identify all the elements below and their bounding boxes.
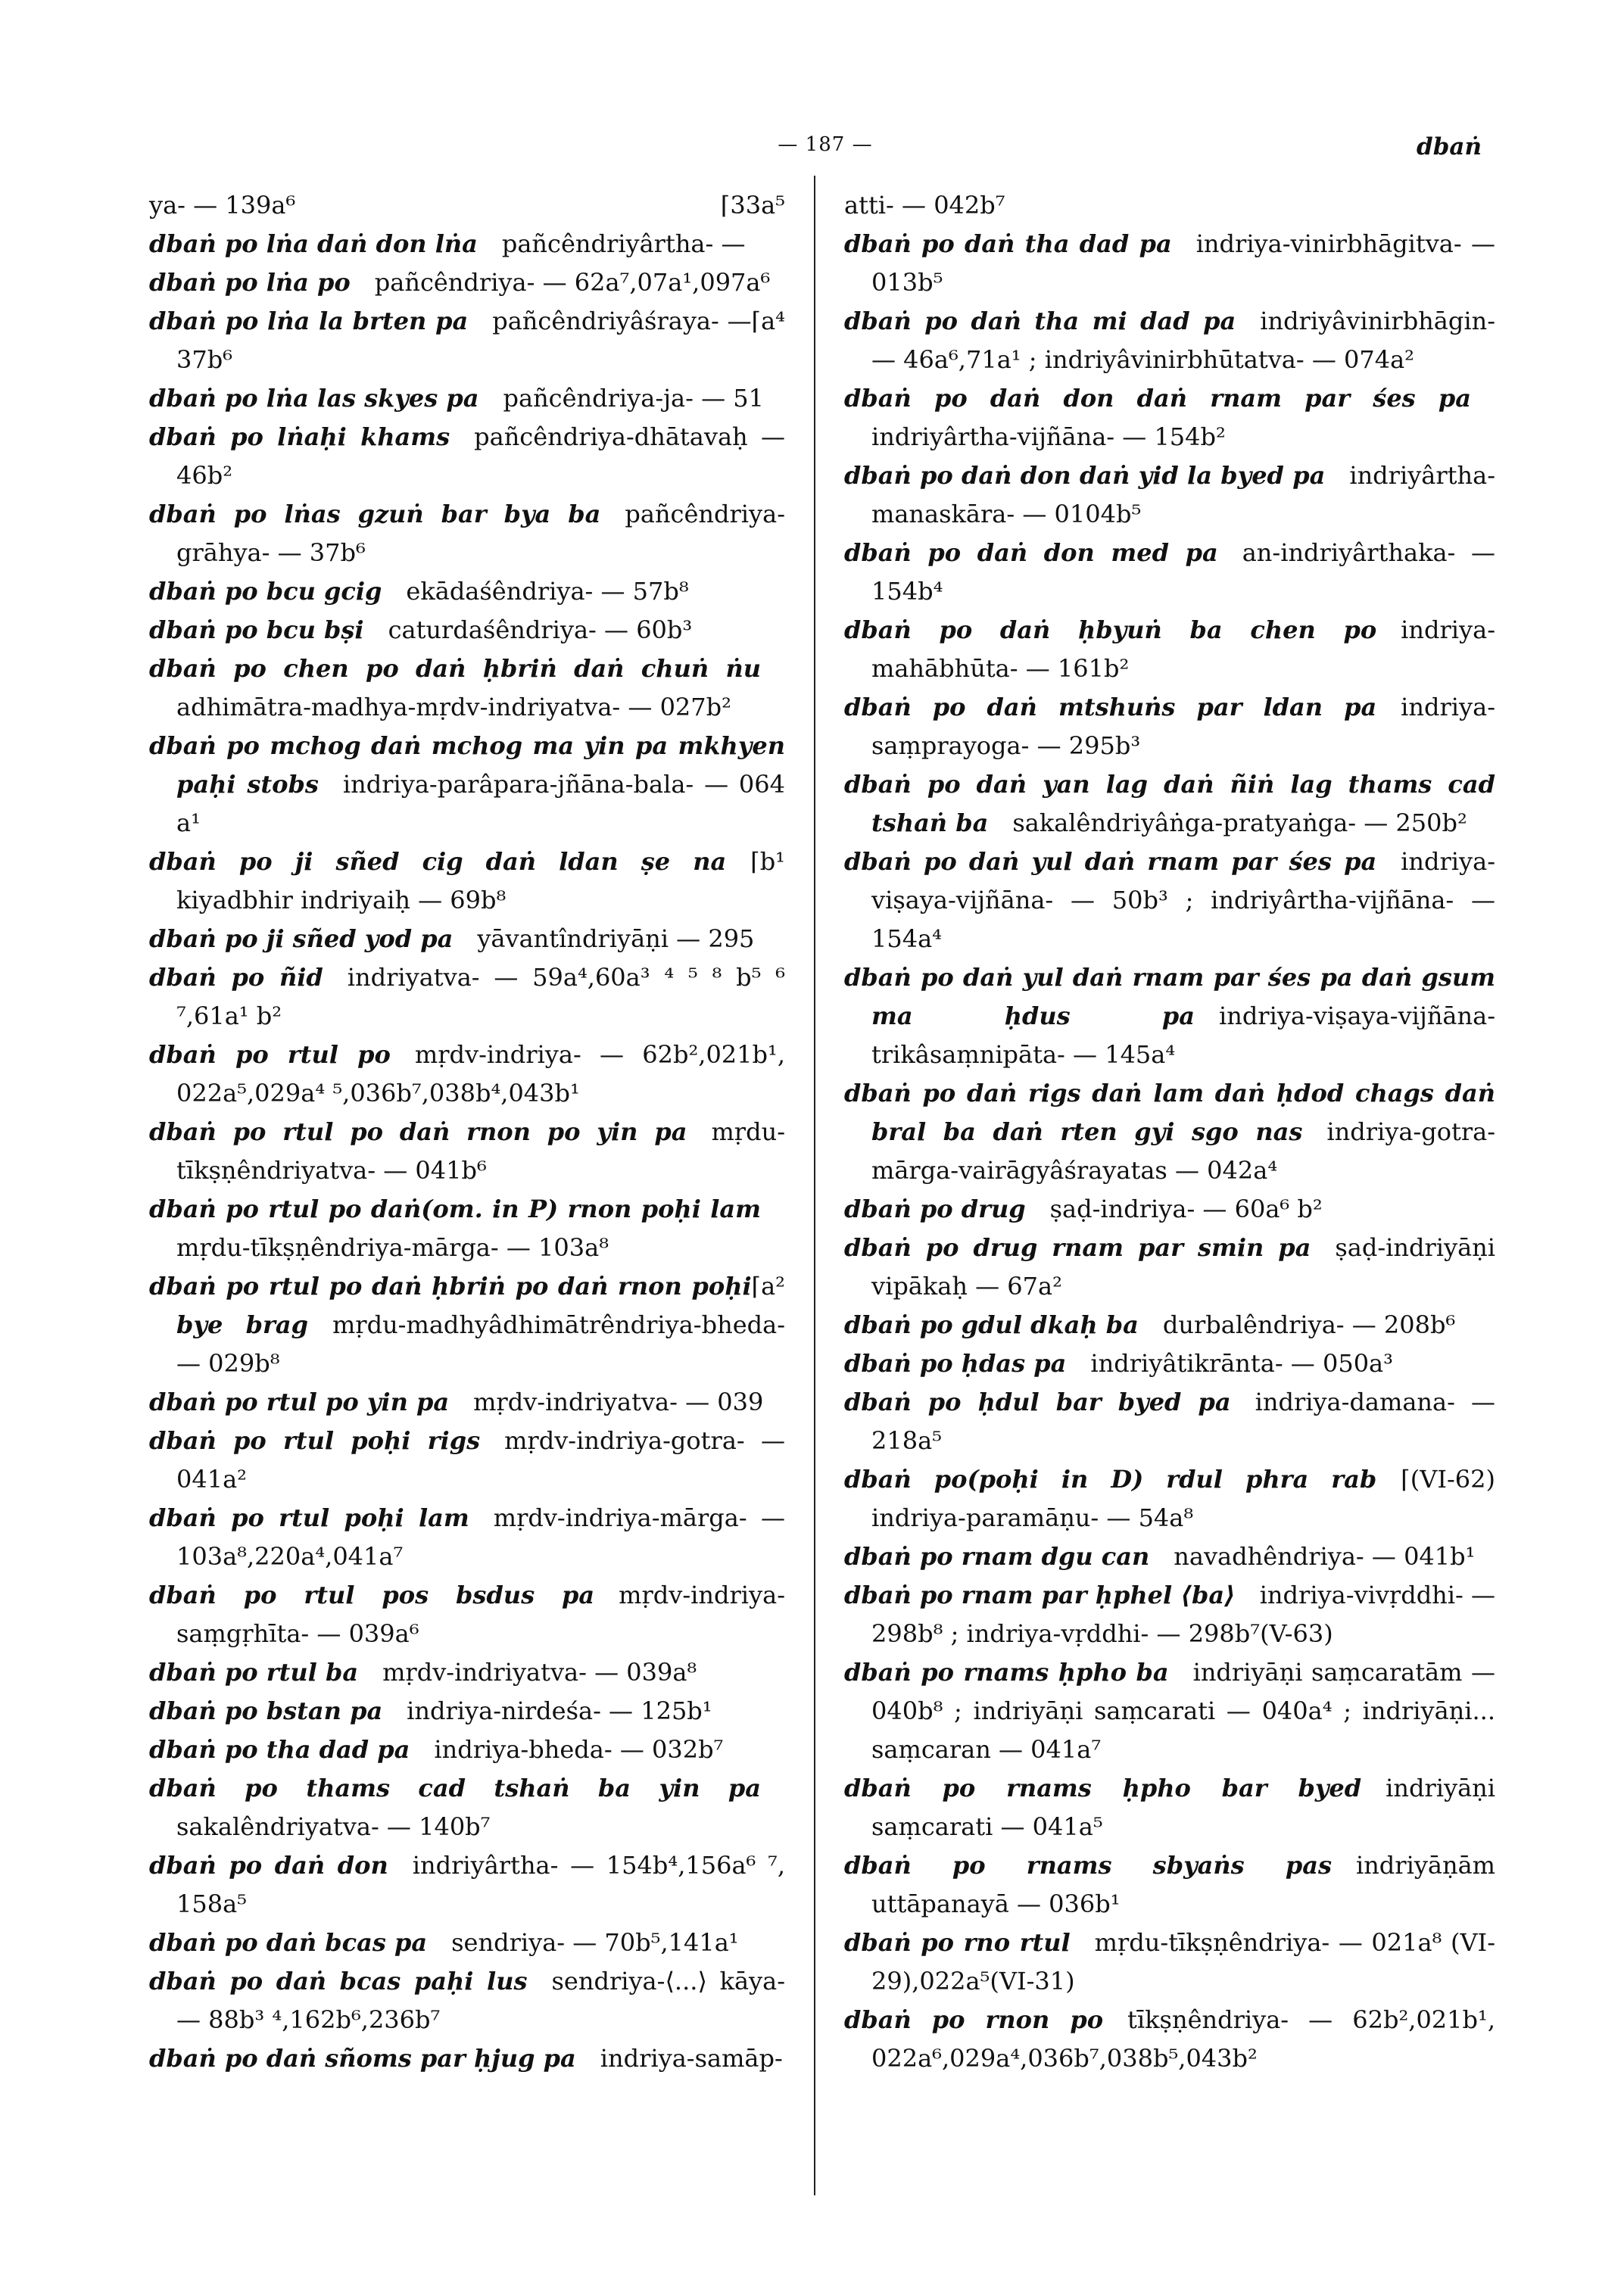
sanskrit-equivalent: pañcêndriyârtha-: [501, 229, 722, 258]
folio-reference: — 50b³ ; indriyârtha-vijñāna- — 154a⁴: [871, 886, 1496, 953]
dictionary-entry: [149, 1576, 785, 1653]
sanskrit-equivalent: indriya-damana-: [1255, 1388, 1472, 1416]
tibetan-headword: dbaṅ po daṅ yul daṅ rnam par śes pa: [844, 847, 1377, 876]
dictionary-entry: [844, 765, 1495, 843]
dictionary-entry: [149, 1769, 785, 1846]
sanskrit-equivalent: indriyāṇām uttāpanayā: [871, 1851, 1495, 1918]
dictionary-entry: [844, 186, 1495, 225]
dictionary-entry: [149, 650, 785, 727]
folio-reference: — 042b⁷: [902, 191, 1005, 220]
tibetan-headword: dbaṅ po ḥdas pa: [844, 1349, 1067, 1378]
tibetan-headword: dbaṅ po ḥdul bar byed pa: [844, 1388, 1231, 1416]
sanskrit-equivalent: indriya-mahābhūta-: [871, 615, 1495, 683]
sanskrit-equivalent: indriyāṇi saṃcaratām: [1192, 1658, 1472, 1687]
column-divider: [814, 176, 815, 2195]
tibetan-headword: dbaṅ po drug rnam par smin pa: [844, 1233, 1311, 1262]
folio-reference: — 250b²: [1364, 808, 1467, 837]
tibetan-headword: dbaṅ po daṅ tha dad pa: [844, 229, 1172, 258]
folio-marker: ⌈33a⁵: [720, 191, 785, 220]
sanskrit-equivalent: indriya-bheda-: [434, 1735, 620, 1764]
tibetan-headword: dbaṅ po lṅaḥi khams: [149, 422, 450, 451]
dictionary-entry: [149, 1383, 785, 1422]
sanskrit-equivalent: ekādaśêndriya-: [406, 577, 601, 606]
left-column: [149, 186, 785, 2078]
page-number: — 187 —: [778, 133, 873, 156]
sanskrit-equivalent: pañcêndriya-grāhya-: [176, 500, 785, 567]
sanskrit-equivalent: pañcêndriya-ja-: [503, 384, 702, 413]
tibetan-headword: dbaṅ po rno rtul: [844, 1928, 1071, 1957]
tibetan-headword: dbaṅ po lṅa la brten pa: [149, 307, 469, 335]
dictionary-entry: [149, 1731, 785, 1769]
folio-reference: — 064 a¹: [176, 770, 785, 837]
folio-reference: — 46a⁶,71a¹ ; indriyâvinirbhūtatva- — 074a²: [871, 345, 1414, 374]
folio-reference: — 154b⁴: [871, 538, 1496, 606]
sanskrit-equivalent: indriyatva-: [347, 963, 494, 992]
folio-marker: ⌈a²: [751, 1272, 785, 1301]
dictionary-entry: [149, 1113, 785, 1190]
dictionary-entry: [844, 1924, 1495, 2001]
sanskrit-equivalent: indriyâvinirbhāgin-: [1260, 307, 1495, 335]
sanskrit-equivalent: mṛdu-tīkṣṇêndriyatva-: [176, 1117, 785, 1185]
sanskrit-equivalent: mṛdv-indriya-saṃgṛhīta-: [176, 1581, 785, 1648]
folio-reference: — 46b²: [176, 422, 785, 490]
tibetan-headword: dbaṅ po lṅa po: [149, 268, 351, 297]
folio-reference: — 029b⁸: [176, 1349, 280, 1378]
folio-reference: — 139a⁶: [193, 191, 296, 220]
tibetan-headword: dbaṅ po tha dad pa: [149, 1735, 410, 1764]
sanskrit-equivalent: indriya-saṃprayoga-: [871, 693, 1495, 760]
folio-reference: — 295b³: [1036, 731, 1141, 760]
dictionary-entry: [844, 225, 1495, 302]
sanskrit-equivalent: sakalêndriyâṅga-pratyaṅga-: [1012, 808, 1364, 837]
sanskrit-equivalent: pañcêndriyâśraya-: [492, 307, 728, 335]
sanskrit-equivalent: mṛdv-indriya-: [414, 1040, 600, 1069]
sanskrit-equivalent: mṛdu-tīkṣṇêndriya-mārga-: [176, 1233, 507, 1262]
folio-reference: — 154b²: [1122, 422, 1226, 451]
folio-reference: — 041b⁶: [383, 1156, 487, 1185]
folio-reference: — 036b¹: [1016, 1890, 1121, 1918]
tibetan-headword: dbaṅ po daṅ rigs daṅ lam daṅ ḥdod chags daṅ bral ba daṅ rten gyi sgo nas: [844, 1079, 1495, 1146]
tibetan-headword: dbaṅ po daṅ don daṅ yid la byed pa: [844, 461, 1326, 490]
right-column: [844, 186, 1495, 2078]
dictionary-entry: [844, 1344, 1495, 1383]
tibetan-headword: dbaṅ po rtul poḥi lam: [149, 1503, 469, 1532]
dictionary-entry: [844, 958, 1495, 1074]
sanskrit-equivalent: mṛdu-tīkṣṇêndriya-: [1094, 1928, 1339, 1957]
folio-marker: ⌈(VI-62): [1401, 1465, 1495, 1494]
folio-reference: — 041a²: [176, 1426, 785, 1494]
sanskrit-equivalent: indriya-vivṛddhi-: [1259, 1581, 1472, 1609]
sanskrit-equivalent: indriyāṇi saṃcarati: [871, 1774, 1495, 1841]
tibetan-headword: dbaṅ po mchog daṅ mchog ma yin pa mkhyen paḥi stobs: [149, 731, 785, 799]
dictionary-entry: [149, 1190, 785, 1267]
tibetan-headword: dbaṅ po lṅas gzuṅ bar bya ba: [149, 500, 601, 528]
tibetan-headword: dbaṅ po rtul pos bsdus pa: [149, 1581, 595, 1609]
folio-reference: — 154b⁴,156a⁶ ⁷, 158a⁵: [176, 1851, 786, 1918]
sanskrit-equivalent: mṛdv-indriya-mārga-: [493, 1503, 762, 1532]
dictionary-entry: [149, 225, 785, 263]
sanskrit-equivalent: navadhêndriya-: [1174, 1542, 1372, 1571]
folio-reference: — 37b⁶: [176, 307, 752, 374]
dictionary-entry: [844, 2001, 1495, 2078]
folio-reference: — 032b⁷: [619, 1735, 724, 1764]
running-head: dbaṅ: [1417, 133, 1482, 160]
sanskrit-equivalent: caturdaśêndriya-: [388, 615, 605, 644]
dictionary-entry: [149, 958, 785, 1036]
tibetan-headword: dbaṅ po daṅ yan lag daṅ ñiṅ lag thams cad tshaṅ ba: [844, 770, 1495, 837]
tibetan-headword: dbaṅ po daṅ sñoms par ḥjug pa: [149, 2044, 576, 2073]
dictionary-entry: [844, 688, 1495, 765]
sanskrit-equivalent: indriyârtha-: [412, 1851, 571, 1880]
tibetan-headword: dbaṅ po daṅ tha mi dad pa: [844, 307, 1236, 335]
tibetan-headword: dbaṅ po drug: [844, 1195, 1026, 1223]
dictionary-entry: [844, 843, 1495, 958]
dictionary-entry: [149, 263, 785, 302]
dictionary-entry: [844, 456, 1495, 534]
folio-reference: — 042a⁴: [1174, 1156, 1278, 1185]
sanskrit-equivalent: indriya-samāp-: [600, 2044, 783, 2073]
tibetan-headword: dbaṅ po rtul ba: [149, 1658, 359, 1687]
tibetan-headword: dbaṅ po bcu gcig: [149, 577, 382, 606]
tibetan-headword: dbaṅ po lṅa daṅ don lṅa: [149, 229, 478, 258]
page-header: [0, 133, 1624, 164]
tibetan-headword: dbaṅ po rtul poḥi rigs: [149, 1426, 481, 1455]
sanskrit-equivalent: mṛdv-indriya-gotra-: [504, 1426, 761, 1455]
dictionary-entry: [149, 1499, 785, 1576]
dictionary-entry: [149, 418, 785, 495]
tibetan-headword: dbaṅ po ñid: [149, 963, 323, 992]
folio-marker: ⌈b¹: [750, 847, 785, 876]
sanskrit-equivalent: atti-: [844, 191, 902, 220]
sanskrit-equivalent: indriyârtha-vijñāna-: [871, 422, 1123, 451]
folio-reference: — 295: [676, 924, 755, 953]
folio-reference: — 027b²: [628, 693, 731, 721]
dictionary-entry: [149, 379, 785, 418]
folio-reference: — 145a⁴: [1073, 1040, 1176, 1069]
tibetan-headword: dbaṅ po rtul po: [149, 1040, 391, 1069]
sanskrit-equivalent: indriya-paramāṇu-: [871, 1503, 1107, 1532]
tibetan-headword: dbaṅ po daṅ bcas pa: [149, 1928, 428, 1957]
tibetan-headword: dbaṅ po ji sñed yod pa: [149, 924, 454, 953]
folio-reference: — 54a⁸: [1106, 1503, 1194, 1532]
tibetan-headword: dbaṅ po daṅ don med pa: [844, 538, 1218, 567]
tibetan-headword: dbaṅ po daṅ don: [149, 1851, 388, 1880]
dictionary-entry: [844, 1074, 1495, 1190]
dictionary-entry: [149, 920, 785, 958]
dictionary-entry: [149, 302, 785, 379]
folio-reference: — 039a⁶: [316, 1619, 419, 1648]
sanskrit-equivalent: ya-: [149, 191, 194, 220]
tibetan-headword: dbaṅ po rtul po daṅ rnon po yin pa: [149, 1117, 687, 1146]
sanskrit-equivalent: indriya-vinirbhāgitva-: [1195, 229, 1472, 258]
sanskrit-equivalent: ṣaḍ-indriyāṇi vipākaḥ: [871, 1233, 1495, 1301]
sanskrit-equivalent: indriyâtikrānta-: [1090, 1349, 1291, 1378]
folio-reference: — 37b⁶: [277, 538, 366, 567]
tibetan-headword: dbaṅ po gdul dkaḥ ba: [844, 1310, 1139, 1339]
folio-reference: — 040b⁸ ; indriyāṇi saṃcarati — 040a⁴ ; indriyāṇi... saṃcaran — 041a⁷: [871, 1658, 1496, 1764]
dictionary-entry: [149, 1924, 785, 1962]
tibetan-headword: dbaṅ po rtul po daṅ ḥbriṅ po daṅ rnon poḥi bye brag: [149, 1272, 752, 1339]
tibetan-headword: dbaṅ po rnon po: [844, 2005, 1104, 2034]
folio-reference: — 013b⁵: [871, 229, 1496, 297]
folio-reference: — 103a⁸: [506, 1233, 609, 1262]
dictionary-entry: [844, 1653, 1495, 1769]
folio-reference: — 103a⁸,220a⁴,041a⁷: [176, 1503, 786, 1571]
dictionary-entry: [844, 1537, 1495, 1576]
dictionary-entry: [844, 1190, 1495, 1229]
tibetan-headword: dbaṅ po thams cad tshaṅ ba yin pa: [149, 1774, 761, 1802]
sanskrit-equivalent: indriya-viṣaya-vijñāna-: [871, 847, 1495, 914]
sanskrit-equivalent: durbalêndriya-: [1162, 1310, 1352, 1339]
folio-reference: — 140b⁷: [386, 1812, 491, 1841]
dictionary-entry: [149, 1422, 785, 1499]
dictionary-entry: [844, 1229, 1495, 1306]
tibetan-headword: dbaṅ po daṅ mtshuṅs par ldan pa: [844, 693, 1377, 721]
sanskrit-equivalent: sendriya-⟨...⟩ kāya-: [551, 1967, 786, 1995]
tibetan-headword: dbaṅ po daṅ bcas paḥi lus: [149, 1967, 528, 1995]
tibetan-headword: dbaṅ po rnams sbyaṅs pas: [844, 1851, 1332, 1880]
dictionary-entry: [844, 302, 1495, 379]
folio-reference: — 62a⁷,07a¹,097a⁶: [542, 268, 771, 297]
folio-reference: — 041a⁵: [1000, 1812, 1103, 1841]
sanskrit-equivalent: sakalêndriyatva-: [176, 1812, 387, 1841]
dictionary-entry: [149, 727, 785, 843]
dictionary-entry: [149, 1692, 785, 1731]
tibetan-headword: dbaṅ po bstan pa: [149, 1696, 383, 1725]
dictionary-entry: [844, 1306, 1495, 1344]
sanskrit-equivalent: mṛdv-indriyatva-: [382, 1658, 595, 1687]
sanskrit-equivalent: indriya-parâpara-jñāna-bala-: [342, 770, 705, 799]
sanskrit-equivalent: pañcêndriya-: [374, 268, 543, 297]
folio-reference: — 60b³: [604, 615, 693, 644]
folio-reference: — 039: [685, 1388, 764, 1416]
dictionary-entry: [149, 1267, 785, 1383]
dictionary-entry: [844, 379, 1495, 456]
tibetan-headword: dbaṅ po chen po daṅ ḥbriṅ daṅ chuṅ ṅu: [149, 654, 761, 683]
folio-reference: — 039a⁸: [594, 1658, 697, 1687]
sanskrit-equivalent: adhimātra-madhya-mṛdv-indriyatva-: [176, 693, 628, 721]
folio-reference: — 62b²,021b¹, 022a⁵,029a⁴ ⁵,036b⁷,038b⁴,043b¹: [176, 1040, 786, 1108]
dictionary-entry: [149, 843, 785, 920]
sanskrit-equivalent: pañcêndriya-dhātavaḥ: [474, 422, 761, 451]
dictionary-entry: [149, 2039, 785, 2078]
dictionary-entry: [844, 1769, 1495, 1846]
tibetan-headword: dbaṅ po rtul po yin pa: [149, 1388, 450, 1416]
sanskrit-equivalent: indriya-nirdeśa-: [407, 1696, 609, 1725]
dictionary-entry: [149, 495, 785, 572]
dictionary-entry: [844, 534, 1495, 611]
tibetan-headword: dbaṅ po rnams ḥpho ba: [844, 1658, 1169, 1687]
sanskrit-equivalent: tīkṣṇêndriya-: [1127, 2005, 1309, 2034]
folio-reference: — 021a⁸ (VI-29),022a⁵(VI-31): [871, 1928, 1495, 1995]
folio-reference: — 050a³: [1290, 1349, 1393, 1378]
dictionary-entry: [844, 1383, 1495, 1460]
dictionary-entry: [844, 1460, 1495, 1537]
dictionary-entry: [149, 1653, 785, 1692]
folio-reference: — 88b³ ⁴,162b⁶,236b⁷: [176, 2005, 441, 2034]
sanskrit-equivalent: indriyârtha-manaskāra-: [871, 461, 1495, 528]
sanskrit-equivalent: mṛdu-madhyâdhimātrêndriya-bheda-: [332, 1310, 785, 1339]
folio-reference: — 60a⁶ b²: [1202, 1195, 1323, 1223]
tibetan-headword: dbaṅ po bcu bṣi: [149, 615, 364, 644]
folio-reference: — 69b⁸: [418, 886, 507, 914]
sanskrit-equivalent: kiyadbhir indriyaiḥ: [176, 886, 419, 914]
folio-reference: — 125b¹: [609, 1696, 712, 1725]
dictionary-entry: [149, 1846, 785, 1924]
sanskrit-equivalent: sendriya-: [451, 1928, 573, 1957]
sanskrit-equivalent: indriya-viṣaya-vijñāna-trikâsaṃnipāta-: [871, 1002, 1495, 1069]
tibetan-headword: dbaṅ po rnam par ḥphel ⟨ba⟩: [844, 1581, 1236, 1609]
sanskrit-equivalent: mṛdv-indriyatva-: [473, 1388, 686, 1416]
dictionary-entry: [149, 186, 785, 225]
tibetan-headword: dbaṅ po lṅa las skyes pa: [149, 384, 479, 413]
folio-reference: — 51: [701, 384, 764, 413]
dictionary-entry: [149, 611, 785, 650]
tibetan-headword: dbaṅ po daṅ don daṅ rnam par śes pa: [844, 384, 1471, 413]
sanskrit-equivalent: yāvantîndriyāṇi: [477, 924, 677, 953]
tibetan-headword: dbaṅ po(poḥi in D) rdul phra rab: [844, 1465, 1377, 1494]
dictionary-entry: [844, 1846, 1495, 1924]
tibetan-headword: dbaṅ po rnam dgu can: [844, 1542, 1150, 1571]
folio-marker: ⌈a⁴: [751, 307, 785, 335]
dictionary-entry: [844, 1576, 1495, 1653]
folio-reference: — 70b⁵,141a¹: [572, 1928, 739, 1957]
tibetan-headword: dbaṅ po daṅ yul daṅ rnam par śes pa daṅ gsum ma ḥdus pa: [844, 963, 1495, 1030]
folio-reference: — 0104b⁵: [1022, 500, 1142, 528]
tibetan-headword: dbaṅ po daṅ ḥbyuṅ ba chen po: [844, 615, 1377, 644]
tibetan-headword: dbaṅ po rtul po daṅ(om. in P) rnon poḥi lam: [149, 1195, 761, 1223]
folio-reference: — 161b²: [1025, 654, 1130, 683]
dictionary-entry: [149, 1962, 785, 2039]
folio-reference: — 67a²: [975, 1272, 1062, 1301]
folio-reference: — 62b²,021b¹, 022a⁶,029a⁴,036b⁷,038b⁵,043b²: [871, 2005, 1496, 2073]
sanskrit-equivalent: ṣaḍ-indriya-: [1049, 1195, 1203, 1223]
dictionary-entry: [149, 572, 785, 611]
folio-reference: — 208b⁶: [1351, 1310, 1456, 1339]
dictionary-entry: [844, 611, 1495, 688]
folio-reference: — 59a⁴,60a³ ⁴ ⁵ ⁸ b⁵ ⁶ ⁷,61a¹ b²: [176, 963, 786, 1030]
folio-reference: — 298b⁸ ; indriya-vṛddhi- — 298b⁷(V-63): [871, 1581, 1496, 1648]
folio-reference: — 218a⁵: [871, 1388, 1496, 1455]
folio-reference: — 57b⁸: [600, 577, 689, 606]
folio-reference: — 041b¹: [1371, 1542, 1476, 1571]
tibetan-headword: dbaṅ po ji sñed cig daṅ ldan ṣe na: [149, 847, 727, 876]
tibetan-headword: dbaṅ po rnams ḥpho bar byed: [844, 1774, 1362, 1802]
dictionary-entry: [149, 1036, 785, 1113]
folio-reference: —: [721, 229, 746, 258]
sanskrit-equivalent: an-indriyârthaka-: [1242, 538, 1472, 567]
sanskrit-equivalent: indriya-gotra-mārga-vairāgyâśrayatas: [871, 1117, 1495, 1185]
